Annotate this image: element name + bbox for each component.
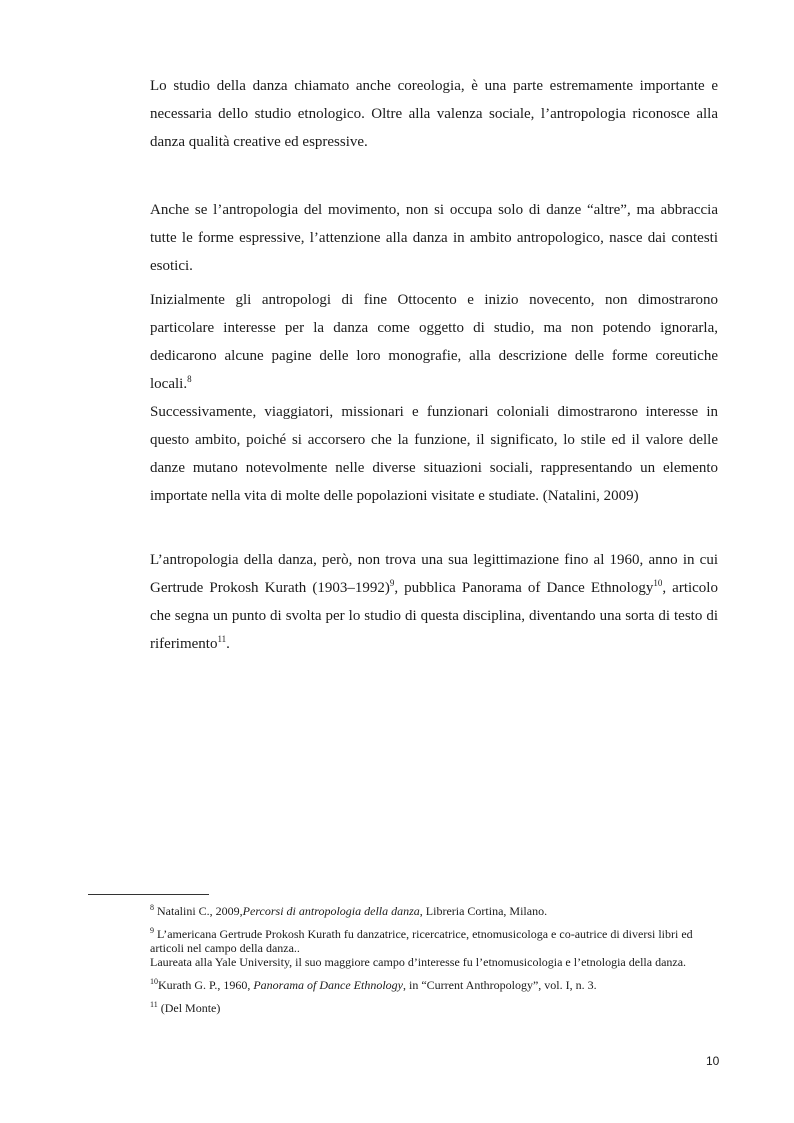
body-text-block-3 bbox=[150, 546, 718, 658]
paragraph-viaggiatori: Successivamente, viaggiatori, missionari e funzionari coloniali dimostrarono interesse in questo ambito, poiché si accorsero che la funzione, il significato, lo stile ed il valore delle danze mutano notevolmente nelle diverse situazioni sociali, rappresentando un elemento importate nella vita di molte delle popolazioni visitate e studiate. (Natalini, 2009) bbox=[150, 404, 718, 504]
footnote-8: $^8$ Natalini C., 2009,Percorsi di antropologia della danza, Libreria Cortina, Milano. bbox=[150, 903, 548, 918]
footnote-11: $^{11}$ (Del Monte) bbox=[150, 1000, 221, 1015]
footnote-ref-9[interactable]: 9 bbox=[389, 578, 395, 588]
footnote-10: $^{10}$Kurath G. P., 1960, Panorama of Dance Ethnology, in “Current Anthropology”, vol. I, n. 3. bbox=[150, 977, 597, 992]
body-text-block-2 bbox=[150, 196, 718, 510]
body-text-block-1 bbox=[150, 72, 718, 156]
paragraph-antropologia-movimento: Anche se l’antropologia del movimento, non si occupa solo di danze “altre”, ma abbraccia tutte le forme espressive, l’attenzione alla danza in ambito antropologico, nasce dai contesti esotici. bbox=[150, 202, 718, 274]
paragraph-legittimazione: L’antropologia della danza, però, non trova una sua legittimazione fino al 1960, anno in cui Gertrude Prokosh Kurath (1903–1992)$^9$, pubblica Panorama of Dance Ethnology$^{10}$, articolo che segna un punto di svolta per lo studio di questa disciplina, diventando una sorta di testo di riferimento$^{11}$. bbox=[150, 552, 718, 652]
footnotes-section bbox=[150, 904, 720, 1024]
footnote-separator bbox=[88, 894, 209, 895]
footnote-ref-11[interactable]: 11 bbox=[217, 634, 227, 644]
footnote-ref-8[interactable]: 8 bbox=[187, 374, 192, 384]
page-number: 10 bbox=[706, 1054, 720, 1068]
paragraph-antropologi-ottocento: Inizialmente gli antropologi di fine Ottocento e inizio novecento, non dimostrarono particolare interesse per la danza come oggetto di studio, ma non potendo ignorarla, dedicarono alcune pagine delle loro monografie, alla descrizione delle forme coreutiche locali.$^8$ bbox=[150, 292, 718, 392]
paragraph-coreologia: Lo studio della danza chiamato anche coreologia, è una parte estremamente importante e necessaria dello studio etnologico. Oltre alla valenza sociale, l’antropologia riconosce alla danza qualità creative ed espressive. bbox=[150, 78, 718, 150]
footnote-9: $^9$ L’americana Gertrude Prokosh Kurath fu danzatrice, ricercatrice, etnomusicologa e co-autrice di diversi libri ed articoli nel campo della danza.. Laureata alla Yale University, il suo maggiore campo d’interesse fu l’etnomusicologia e l’etnologia della danza. bbox=[150, 926, 693, 969]
footnote-ref-10[interactable]: 10 bbox=[653, 578, 663, 588]
